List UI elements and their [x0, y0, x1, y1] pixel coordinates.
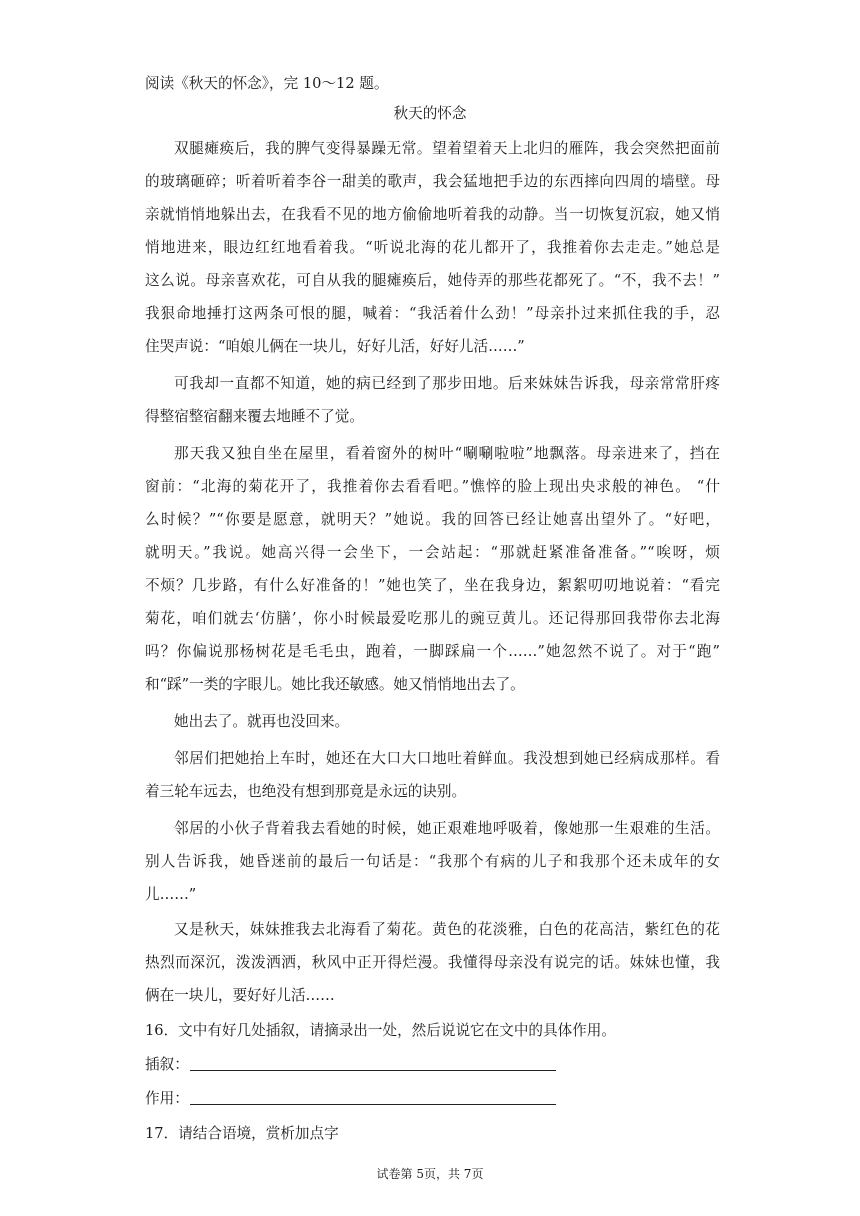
effect-label: 作用：: [145, 1090, 189, 1107]
passage-line: 的玻璃砸碎；听着听着李谷一甜美的歌声，我会猛地把手边的东西摔向四周的墙壁。母: [145, 173, 720, 190]
passage-line: 双腿瘫痪后，我的脾气变得暴躁无常。望着望着天上北归的雁阵，我会突然把面前: [174, 140, 720, 157]
insert-label: 插叙：: [145, 1056, 189, 1073]
insert-answer-blank[interactable]: [190, 1056, 556, 1071]
passage-line: 就明天。”我说。她高兴得一会坐下，一会站起：“那就赶紧准备准备。”“唉呀，烦: [145, 544, 720, 561]
passage-line: 和“踩”一类的字眼儿。她比我还敏感。她又悄悄地出去了。: [145, 676, 525, 693]
passage-line: 那天我又独自坐在屋里，看着窗外的树叶“唰唰啦啦”地飘落。母亲进来了，挡在: [174, 445, 720, 462]
passage-line: 得整宿整宿翻来覆去地睡不了觉。: [145, 408, 364, 425]
passage-title: 秋天的怀念: [393, 105, 467, 122]
passage-line: 这么说。母亲喜欢花，可自从我的腿瘫痪后，她侍弄的那些花都死了。“不，我不去！”: [145, 272, 720, 289]
passage-line: 悄地进来，眼边红红地看着我。“听说北海的花儿都开了，我推着你去走走。”她总是: [145, 239, 720, 256]
page-footer: 试卷第 5页，共 7页: [376, 1167, 484, 1181]
effect-answer-blank[interactable]: [190, 1090, 556, 1105]
passage-line: 她出去了。就再也没回来。: [174, 713, 350, 730]
insert-answer-row: [145, 1055, 556, 1075]
passage-line: 窗前：“北海的菊花开了，我推着你去看看吧。”憔悴的脸上现出央求般的神色。 “什: [145, 478, 720, 495]
passage-line: 我狠命地捶打这两条可恨的腿，喊着：“我活着什么劲！”母亲扑过来抓住我的手，忍: [145, 305, 720, 322]
passage-line: 邻居的小伙子背着我去看她的时候，她正艰难地呼吸着，像她那一生艰难的生活。: [174, 820, 720, 837]
reading-instruction: 阅读《秋天的怀念》，完 10～12 题。: [145, 75, 389, 92]
passage-line: 热烈而深沉，泼泼洒洒，秋风中正开得烂漫。我懂得母亲没有说完的话。妹妹也懂，我: [145, 954, 720, 971]
passage-line: 不烦？几步路，有什么好准备的！”她也笑了，坐在我身边，絮絮叨叨地说着：“看完: [145, 577, 720, 594]
passage-line: 俩在一块儿，要好好儿活……: [145, 987, 335, 1004]
passage-line: 又是秋天，妹妹推我去北海看了菊花。黄色的花淡雅，白色的花高洁，紫红色的花: [174, 921, 720, 938]
passage-line: 么时候？”“你要是愿意，就明天？”她说。我的回答已经让她喜出望外了。“好吧，: [145, 511, 720, 528]
passage-line: 可我却一直都不知道，她的病已经到了那步田地。后来妹妹告诉我，母亲常常肝疼: [174, 375, 720, 392]
passage-line: 菊花，咱们就去‘仿膳’，你小时候最爱吃那儿的豌豆黄儿。还记得那回我带你去北海: [145, 610, 720, 627]
passage-line: 住哭声说：“咱娘儿俩在一块儿，好好儿活，好好儿活……”: [145, 338, 525, 355]
effect-answer-row: [145, 1089, 556, 1109]
passage-line: 亲就悄悄地躲出去，在我看不见的地方偷偷地听着我的动静。当一切恢复沉寂，她又悄: [145, 206, 720, 223]
passage-line: 吗？你偏说那杨树花是毛毛虫，跑着，一脚踩扁一个……”她忽然不说了。对于“跑”: [145, 643, 720, 660]
passage-line: 儿……”: [145, 886, 197, 903]
question-16: 16．文中有好几处插叙，请摘录出一处，然后说说它在文中的具体作用。: [145, 1022, 616, 1039]
question-17: 17．请结合语境，赏析加点字: [145, 1125, 339, 1142]
passage-line: 邻居们把她抬上车时，她还在大口大口地吐着鲜血。我没想到她已经病成那样。看: [174, 750, 720, 767]
passage-line: 别人告诉我，她昏迷前的最后一句话是：“我那个有病的儿子和我那个还未成年的女: [145, 853, 720, 870]
passage-line: 着三轮车远去，也绝没有想到那竟是永远的诀别。: [145, 783, 467, 800]
